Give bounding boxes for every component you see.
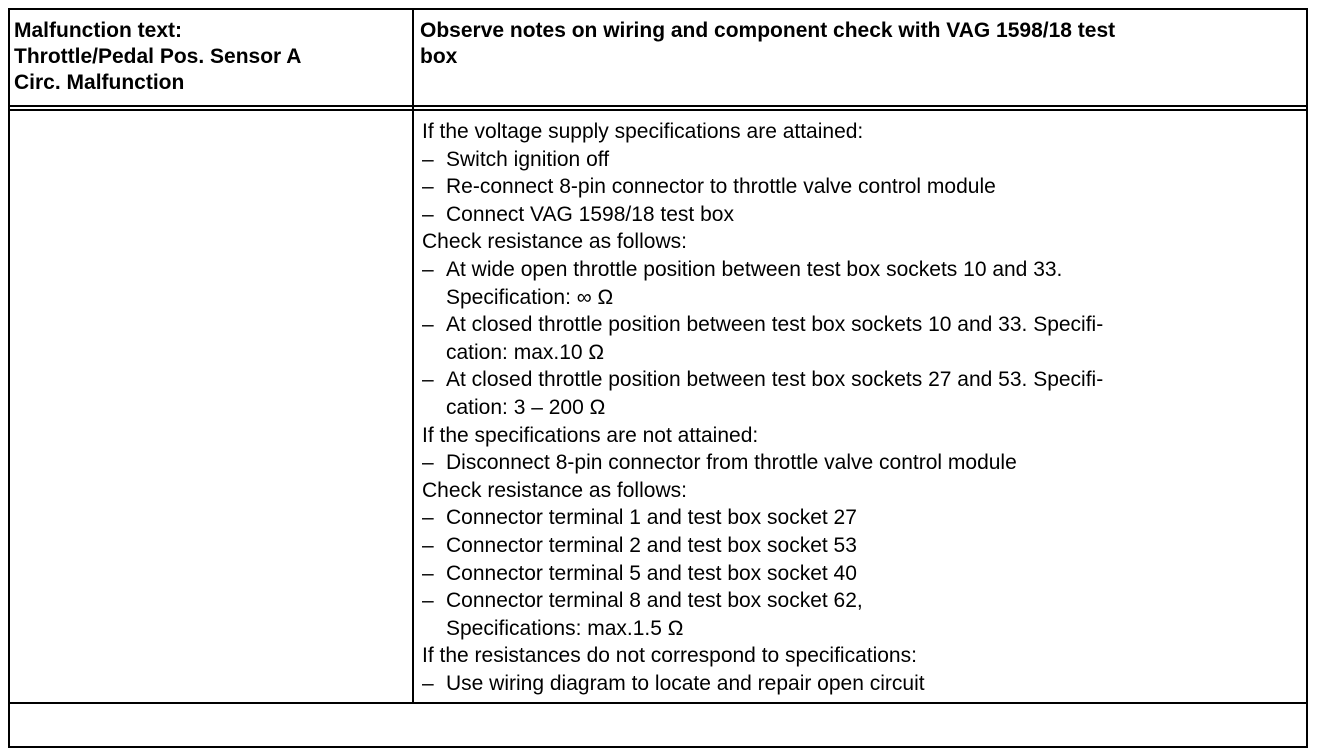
procedure-step bbox=[422, 670, 1302, 698]
dash-marker: – bbox=[422, 451, 434, 475]
header-left-line: Throttle/Pedal Pos. Sensor A bbox=[14, 45, 302, 68]
dash-marker: – bbox=[422, 368, 434, 392]
procedure-step bbox=[422, 173, 1302, 201]
step-text: Connector terminal 2 and test box socket 53 bbox=[446, 533, 857, 557]
column-divider bbox=[412, 8, 414, 702]
procedure-line: If the specifications are not attained: bbox=[422, 423, 759, 447]
dash-marker: – bbox=[422, 671, 434, 695]
procedure-step bbox=[422, 449, 1302, 477]
step-text: At closed throttle position between test box sockets 10 and 33. Specifi- bbox=[446, 313, 1104, 337]
step-text: At wide open throttle position between test box sockets 10 and 33. bbox=[446, 257, 1063, 281]
header-left-line: Malfunction text: bbox=[14, 19, 182, 42]
step-text: Switch ignition off bbox=[446, 147, 610, 171]
header-right-line: box bbox=[420, 45, 458, 68]
step-continuation: Specification: ∞ Ω bbox=[446, 285, 614, 309]
notes-header bbox=[420, 18, 1300, 70]
dash-marker: – bbox=[422, 175, 434, 199]
procedure-text bbox=[422, 118, 1302, 697]
step-text: Connector terminal 5 and test box socket 40 bbox=[446, 561, 857, 585]
dash-marker: – bbox=[422, 202, 434, 226]
step-text: Re-connect 8-pin connector to throttle valve control module bbox=[446, 175, 996, 199]
dash-marker: – bbox=[422, 589, 434, 613]
step-text: Disconnect 8-pin connector from throttle valve control module bbox=[446, 451, 1017, 475]
malfunction-text-header bbox=[14, 18, 404, 96]
procedure-line: If the resistances do not correspond to specifications: bbox=[422, 644, 917, 668]
dash-marker: – bbox=[422, 147, 434, 171]
dash-marker: – bbox=[422, 506, 434, 530]
procedure-step bbox=[422, 146, 1302, 174]
empty-footer-cell bbox=[10, 704, 1306, 746]
malfunction-table bbox=[8, 8, 1308, 748]
dash-marker: – bbox=[422, 313, 434, 337]
step-text: At closed throttle position between test box sockets 27 and 53. Specifi- bbox=[446, 368, 1104, 392]
procedure-step bbox=[422, 587, 1302, 615]
procedure-step bbox=[422, 532, 1302, 560]
procedure-step bbox=[422, 504, 1302, 532]
procedure-step bbox=[422, 256, 1302, 284]
procedure-line: Check resistance as follows: bbox=[422, 230, 687, 254]
step-continuation: cation: max.10 Ω bbox=[446, 340, 605, 364]
procedure-step bbox=[422, 560, 1302, 588]
step-continuation: Specifications: max.1.5 Ω bbox=[446, 616, 684, 640]
procedure-step bbox=[422, 366, 1302, 394]
step-text: Use wiring diagram to locate and repair open circuit bbox=[446, 671, 925, 695]
step-text: Connector terminal 1 and test box socket 27 bbox=[446, 506, 857, 530]
step-text: Connect VAG 1598/18 test box bbox=[446, 202, 734, 226]
procedure-line: Check resistance as follows: bbox=[422, 478, 687, 502]
empty-left-cell bbox=[10, 111, 412, 702]
header-right-line: Observe notes on wiring and component check with VAG 1598/18 test bbox=[420, 19, 1116, 42]
header-divider-top bbox=[8, 105, 1308, 107]
procedure-step bbox=[422, 201, 1302, 229]
procedure-step bbox=[422, 311, 1302, 339]
dash-marker: – bbox=[422, 561, 434, 585]
step-text: Connector terminal 8 and test box socket 62, bbox=[446, 589, 863, 613]
procedure-line: If the voltage supply specifications are attained: bbox=[422, 120, 864, 143]
step-continuation: cation: 3 – 200 Ω bbox=[446, 395, 606, 419]
dash-marker: – bbox=[422, 257, 434, 281]
header-left-line: Circ. Malfunction bbox=[14, 71, 185, 94]
dash-marker: – bbox=[422, 533, 434, 557]
